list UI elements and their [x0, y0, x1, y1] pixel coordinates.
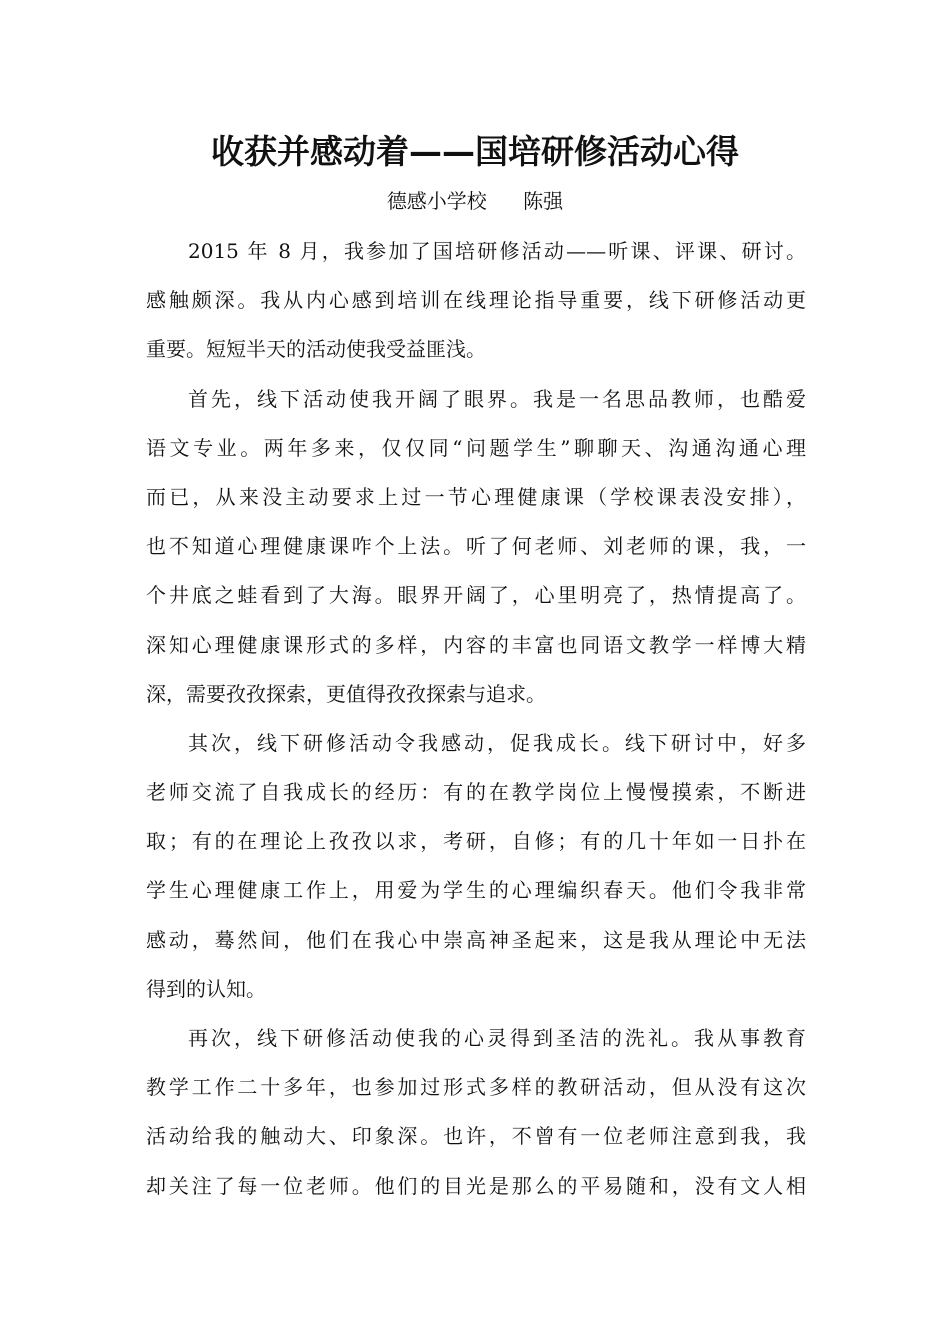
paragraph-1 [146, 227, 806, 375]
author-byline [0, 186, 950, 216]
text-line: 教学工作二十多年，也参加过形式多样的教研活动，但从没有这次 [146, 1075, 806, 1100]
text-line: 首先，线下活动使我开阔了眼界。我是一名思品教师，也酷爱 [188, 386, 806, 411]
text-line: 感触颇深。我从内心感到培训在线理论指导重要，线下研修活动更 [146, 288, 806, 313]
paragraph-3 [146, 719, 806, 1014]
text-line: 老师交流了自我成长的经历：有的在教学岗位上慢慢摸索，不断进 [146, 780, 806, 805]
paragraph-4 [146, 1014, 806, 1211]
text-line: 个井底之蛙看到了大海。眼界开阔了，心里明亮了，热情提高了。 [146, 583, 806, 608]
text-line: 活动给我的触动大、印象深。也许，不曾有一位老师注意到我，我 [146, 1124, 806, 1149]
text-line: 学生心理健康工作上，用爱为学生的心理编织春天。他们令我非常 [146, 878, 806, 903]
text-line: 深，需要孜孜探索，更值得孜孜探索与追求。 [146, 681, 546, 706]
text-line: 其次，线下研修活动令我感动，促我成长。线下研讨中，好多 [188, 730, 806, 755]
text-line: 语文专业。两年多来，仅仅同“问题学生”聊聊天、沟通沟通心理 [146, 435, 806, 460]
text-line: 而已，从来没主动要求上过一节心理健康课（学校课表没安排）， [146, 484, 806, 509]
body-text [146, 227, 806, 1211]
paragraph-2 [146, 375, 806, 719]
text-line: 重要。短短半天的活动使我受益匪浅。 [146, 337, 486, 362]
text-line: 取；有的在理论上孜孜以求，考研，自修；有的几十年如一日扑在 [146, 829, 806, 854]
text-line: 深知心理健康课形式的多样，内容的丰富也同语文教学一样博大精 [146, 632, 806, 657]
author-school: 德感小学校 [386, 189, 487, 213]
text-line: 也不知道心理健康课咋个上法。听了何老师、刘老师的课，我，一 [146, 534, 806, 559]
text-line: 得到的认知。 [146, 976, 266, 1001]
text-line: 却关注了每一位老师。他们的目光是那么的平易随和，没有文人相 [146, 1173, 806, 1198]
text-line: 2015 年 8 月，我参加了国培研修活动——听课、评课、研讨。 [188, 239, 806, 263]
text-line: 再次，线下研修活动使我的心灵得到圣洁的洗礼。我从事教育 [188, 1026, 806, 1050]
author-name: 陈强 [523, 189, 564, 213]
document-title: 收获并感动着——国培研修活动心得 [211, 132, 739, 171]
text-line: 感动，蓦然间，他们在我心中崇高神圣起来，这是我从理论中无法 [146, 927, 806, 952]
